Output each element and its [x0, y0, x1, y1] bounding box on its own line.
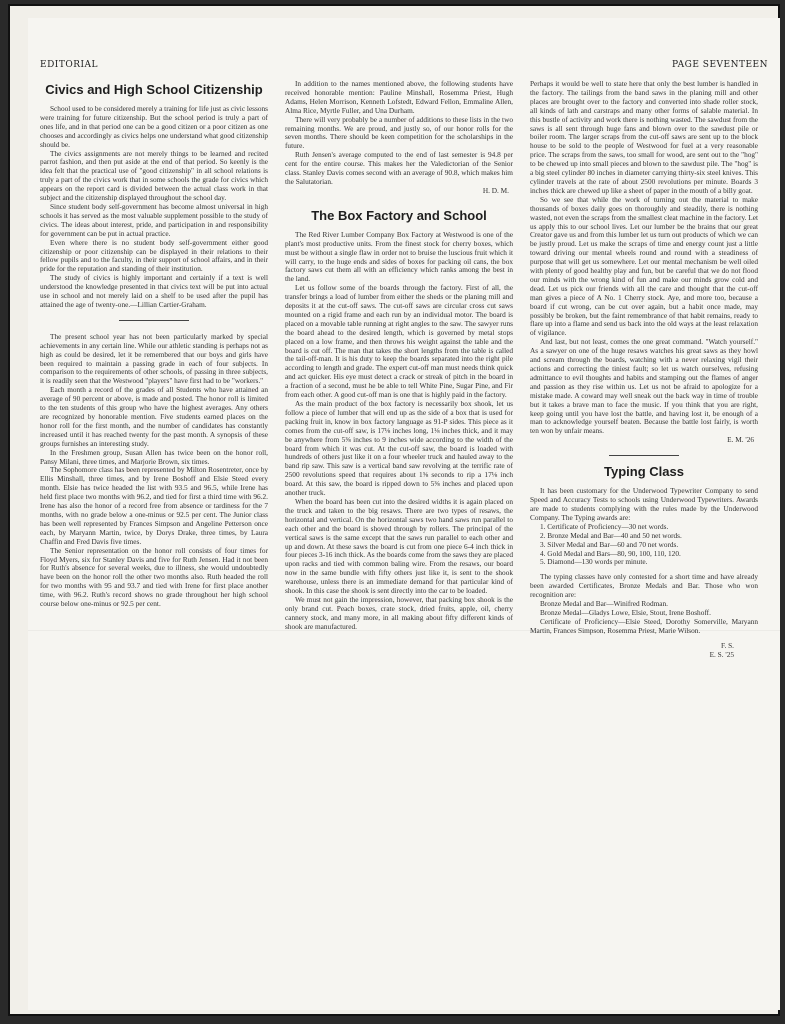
box-factory-paragraph: So we see that while the work of turning out the material to make thousands of boxes daily goes on thoroughly and steadily, there is nothing wasted, not even the scraps from the smallest cleat machine in the factory. Let us apply this to our school lives. Let our lumber be the brains that our great Creator gave us and from this lumber let us turn out products of which we can be justly proud. Let us make the scraps of time and energy count just a little toward driving our mental wheels round and round with a steadiness of purpose that will get us somewhere. Let our mental mechanism be well oiled with plenty of good healthy play and fun, but be careful that we do not flood our minds with the wrong kind of fun and make our minds grow cold and dead. Let us pick our friends with all the care and thought that the cut-off man gives a piece of A No. 1 Cherry stock. Aye, and more too, because a board if cut wrong, can be cut over again, but a habit once made, may possibly be broken, but the faint remembrance of that habit remains, ready to flare up into a flame and send us back into the old ways at the least relaxation of vigilance. — [530, 194, 758, 338]
civics-paragraph: The civics assignments are not merely things to be learned and recited parrot fashion, and then put aside at the end of that period. So keenly is the idea felt that the practical use of "good citizenship" in all school relations is truly a part of the civics work that in some schools the grade for civics which appears on the report card is divided between the actual class work in that subject and the citizenship displayed throughout the school day. — [40, 148, 268, 203]
running-head — [40, 60, 768, 74]
magazine-page — [28, 18, 780, 1010]
typing-paragraph: The typing classes have only contested for a short time and have already been awarded Certificates, Bronze Medals and Bar. Those who won recognition are: — [530, 572, 758, 600]
typing-award-item: 1. Certificate of Proficiency—30 net words. — [540, 521, 669, 531]
section-divider — [119, 320, 189, 321]
civics-paragraph: School used to be considered merely a training for life just as civic lessons were training for future citizenship. But the school period is truly a part of ones life, and in that period one can be a good citizen or a poor citizen as one chooses and accordingly as civics helps one understand what good citizenship should be. — [40, 104, 268, 149]
column-2 — [285, 80, 513, 1000]
typing-award-item: 5. Diamond—130 words per minute. — [540, 557, 648, 567]
honor-roll-paragraph: The present school year has not been particularly marked by special achievements in any certain line. While our athletic standing is perhaps not as high as could be desired, let it be remembered that our boys and girls have been required to maintain a passing grade in each of four subjects. In comparison to the requirements of other schools, of passing in three subjects, it is readily seen that the Westwood "players" have first had to be "workers." — [40, 331, 268, 386]
box-factory-paragraph: Perhaps it would be well to state here that only the best lumber is handled in the factory. The tailings from the band saws in the planing mill and other places are brought over to the factory and converted into shade roller stock, all kinds of lath and carstraps and many other forms of salable material. In this bustle of activity and work there is nothing wasted. The sawdust from the saws is all sent through huge fans and blown over to the sawdust pile or boiler room. The larger scraps from the cut-off saws are sent up to the block house to be sold to the people of Westwood for fuel at a very reasonable price. The scraps from the saws, too small for wood, are sent out to the "hog" to be chewed up into small pieces and blown to the sawdust pile. The "hog" is a big steel cylinder 80 inches in diameter carrying thirty-six steel knives. This cylinder travels at the rate of about 2500 revolutions per minute. Boards 3 inches thick are chewed up like a sheet of paper in the mouth of a billy goat. — [530, 80, 758, 195]
page-number-label: PAGE SEVENTEEN — [671, 60, 768, 70]
typing-article-title: Typing Class — [604, 464, 684, 480]
column-1 — [40, 80, 268, 1000]
box-factory-article-title: The Box Factory and School — [311, 207, 487, 223]
civics-article-title: Civics and High School Citizenship — [45, 82, 263, 97]
typing-intro: It has been customary for the Underwood Typewriter Company to send Speed and Accuracy Tests to schools using Underwood Typewriters. Awards are made to students complying with the rules made by the Underwood Company. The Typing awards are: — [530, 486, 758, 522]
column-3 — [530, 80, 758, 1000]
box-factory-paragraph: And last, but not least, comes the one great command. "Watch yourself." As a sawyer on one of the huge resaws watches his great saws as they howl and scream through the boards, watching with a never relaxing vigil their actions and correcting the tiniest fault; so let us watch ourselves, refusing admittance to evil thoughts and habits and stamping out the flames of anger and passion as they rise within us. Let us not be afraid to apologize for a mistake made. A coward may well sneak out the back way in time of trouble but it takes a brave man to face the music. If you think that you are right, keep going until you have lost the battle, and having lost it, be enough of a man to acknowledge yourself beaten. Because the battle lost fairly, is worth ten won by unfair means. — [530, 337, 758, 436]
civics-paragraph: Even where there is no student body self-government either good citizenship or poor citizenship can be displayed in their relations to their fellow pupils and to the faculty, in their support of school affairs, and in their pride for the reputation and standing of their institution. — [40, 237, 268, 274]
paper-fold-line — [28, 630, 780, 631]
typing-winner-item: Bronze Medal and Bar—Winifred Rodman. — [540, 599, 668, 609]
scanned-page-border — [10, 6, 778, 1014]
section-divider — [609, 455, 679, 456]
box-factory-paragraph: As the main product of the box factory is necessarily box shook, let us follow a piece of lumber that will end up as the side of a box that is used for packing fruit in, know in box factory language as 91-P sides. This piece as it comes from the cut-off saw, is 17⅛ inches long, 1⅛ inches thick, and it may be anywhere from 5⅜ inches to 9 inches wide according to the width of the board from which it was cut. At the cut-off saw, the board is loaded with hundreds of others just like it on a four wheeler truck and hauled away to the band rip saw. This saw is a vertical band saw revolving at the terrific rate of 2500 revolutions speed that requires about 1⅝ seconds to rip a 17⅛ inch board. At this saw, the board is ripped down to 5⅜ inches and placed upon another truck. — [285, 399, 513, 498]
honor-roll-paragraph: There will very probably be a number of additions to these lists in the two remaining months. We are proud, and justly so, of our honor rolls for the seven months. There should be keen competition for the scholarships in the future. — [285, 114, 513, 151]
typing-winner-item: Bronze Medal—Gladys Lowe, Elsie, Stout, Irene Boshoff. — [540, 607, 711, 617]
box-factory-paragraph: When the board has been cut into the desired widths it is again placed on the truck and taken to the big resaws. There are two types of resaws, the horizontal and vertical. On the horizontal saws two hand saws run parallel to each other and the board is shoved through by rollers. The principal of the vertical saws is the same except that the saws run parallel to each other and up and down. At these saws the board is cut from one piece 6-4 inch thick in four pieces 3-16 inch thick. As the boards come from the saws they are placed upon racks and tied with common baling wire. From the resaws, our board now in the same bundle with fifty others just like it, is sent to the shook warehouse, unless there is an immediate demand for that particular kind of shook. In this case the shook is sent directly into the car to be loaded. — [285, 496, 513, 596]
box-factory-signature: E. M. '26 — [727, 435, 754, 445]
typing-award-item: 4. Gold Medal and Bars—80, 90, 100, 110, 120. — [540, 548, 681, 558]
honor-roll-paragraph: The Senior representation on the honor roll consists of four times for Floyd Myers, six for Stanley Davis and five for Ruth Jensen. Had it not been for Ruth's absence for several weeks, due to illness, she would undoubtedly have been on the honor roll the other two months also. Ruth headed the roll for two months with 95 and 93.7 and tied with Irene for first place another time, with 96.2. Ruth's record shows no grade throughout her high school course below one-minus or 92.5 per cent. — [40, 545, 268, 609]
box-factory-paragraph: We must not gain the impression, however, that packing box shook is the only brand cut. Peach boxes, crate stock, dried fruits, apple, oil, cherry cannery stock, and many more, in all making about fifty different kinds of shook are manufactured. — [285, 594, 513, 631]
honor-roll-paragraph: Ruth Jensen's average computed to the end of last semester is 94.8 per cent for the entire course. This makes her the Valedictorian of the Senior class. Stanley Davis comes second with an average of 90.8, which makes him the Salutatorian. — [285, 150, 513, 186]
box-factory-paragraph: Let us follow some of the boards through the factory. First of all, the transfer brings a load of lumber from either the sheds or the planing mill and deposits it at the cut-off saws. The cut-off saws are circular cross cut saws mounted on a rigid frame and each run by an individual motor. The board is placed on a movable table running at right angles to the saw. The sawyer runs the board ahead to the desired length, which is governed by metal stops placed on a low frame, and then throws his weight against the table and the board is cut off. The man that takes the short lengths from the table is called the tail-off-man. It is his duty to keep the boards separated into the right pile according to length and grade. The expert cut-off man must needs think quick and act quicker. His eye must detect a crack or streak of pitch in the board in a fraction of a second, must he be able to tell White Pine, Sugar Pine, and Fir from each other. A good cut-off man is one that is highly paid in the factory. — [285, 283, 513, 400]
honor-roll-signature: H. D. M. — [482, 185, 509, 195]
honor-roll-paragraph: The Sophomore class has been represented by Milton Rosentreter, once by Ellis Minshall, three times, and by Irene Boshoff and Elsie Steed every month. Elsie has twice headed the list with 93.5 and 96.5, while Irene has held first place two months with 96.2, and tied for first a third time with 96.2. Irene has also the honor of a record free from absence or tardiness for the 7 months, with no grade below a one-minus or 92.5 per cent. The Junior class has been well represented by Frances Simpson and Angeline Petterson once each, by Maryann Martin, twice, by Dorys Drake, three times, by Laura Chaffin and Fred Davis five times. — [40, 465, 268, 546]
honor-roll-paragraph: In the Freshmen group, Susan Allen has twice been on the honor roll, Pansy Milani, three times, and Marjorie Brown, six times. — [40, 447, 268, 466]
typing-award-item: 3. Silver Medal and Bar—60 and 70 net words. — [540, 539, 679, 549]
typing-awards-list — [530, 523, 758, 568]
typing-signature-initials: F. S. — [720, 640, 734, 650]
typing-signature-class: E. S. '25 — [709, 649, 734, 659]
typing-winner-item: Certificate of Proficiency—Elsie Steed, Dorothy Somerville, Maryann Martin, Frances Simpson, Rosemma Priest, Marie Wilson. — [530, 616, 758, 635]
section-label: EDITORIAL — [40, 60, 99, 70]
typing-award-item: 2. Bronze Medal and Bar—40 and 50 net words. — [540, 530, 682, 540]
civics-paragraph: The study of civics is highly important and certainly if a text is well understood the knowledge presented in that civics text will be put into actual use in school and not merely laid on a shelf to be used after the pupil has attained the age of twenty-one.—Lillian Cartier-Graham. — [40, 273, 268, 309]
honor-roll-paragraph: Each month a record of the grades of all Students who have attained an average of 90 percent or above, is made and posted. The honor roll is limited to the ten students of this group who have the highest averages. Any others are recognized by honorable mention. Five students earned places on the honor roll for the first month, and the number of candidates has constantly increased until it has reached twenty for the past month. A synopsis of these groups furnishes an interesting study. — [40, 385, 268, 448]
civics-paragraph: Since student body self-government has become almost universal in high schools it has served as the most valuable supplement possible to the study of civics. The ideas about interest, pride, and participation in and responsibility for government can be put in actual practice. — [40, 201, 268, 238]
honor-roll-paragraph: In addition to the names mentioned above, the following students have received honorable mention: Pauline Minshall, Rosemma Priest, Hugh Adams, Helen Morrison, Kenneth Lofstedt, Edward Fellon, Emmaline Allen, Alma Rice, Myrtle Fuller, and Una Durham. — [285, 80, 513, 115]
box-factory-paragraph: The Red River Lumber Company Box Factory at Westwood is one of the plant's most productive units. From the finest stock for cherry boxes, which must be without a single flaw in order not to bruise the luscious fruit which it will carry, to the huge ends and sides of boxes for packing oil cans, the box factory saws cut them all with an efficiency which ranks among the best in the land. — [285, 229, 513, 284]
